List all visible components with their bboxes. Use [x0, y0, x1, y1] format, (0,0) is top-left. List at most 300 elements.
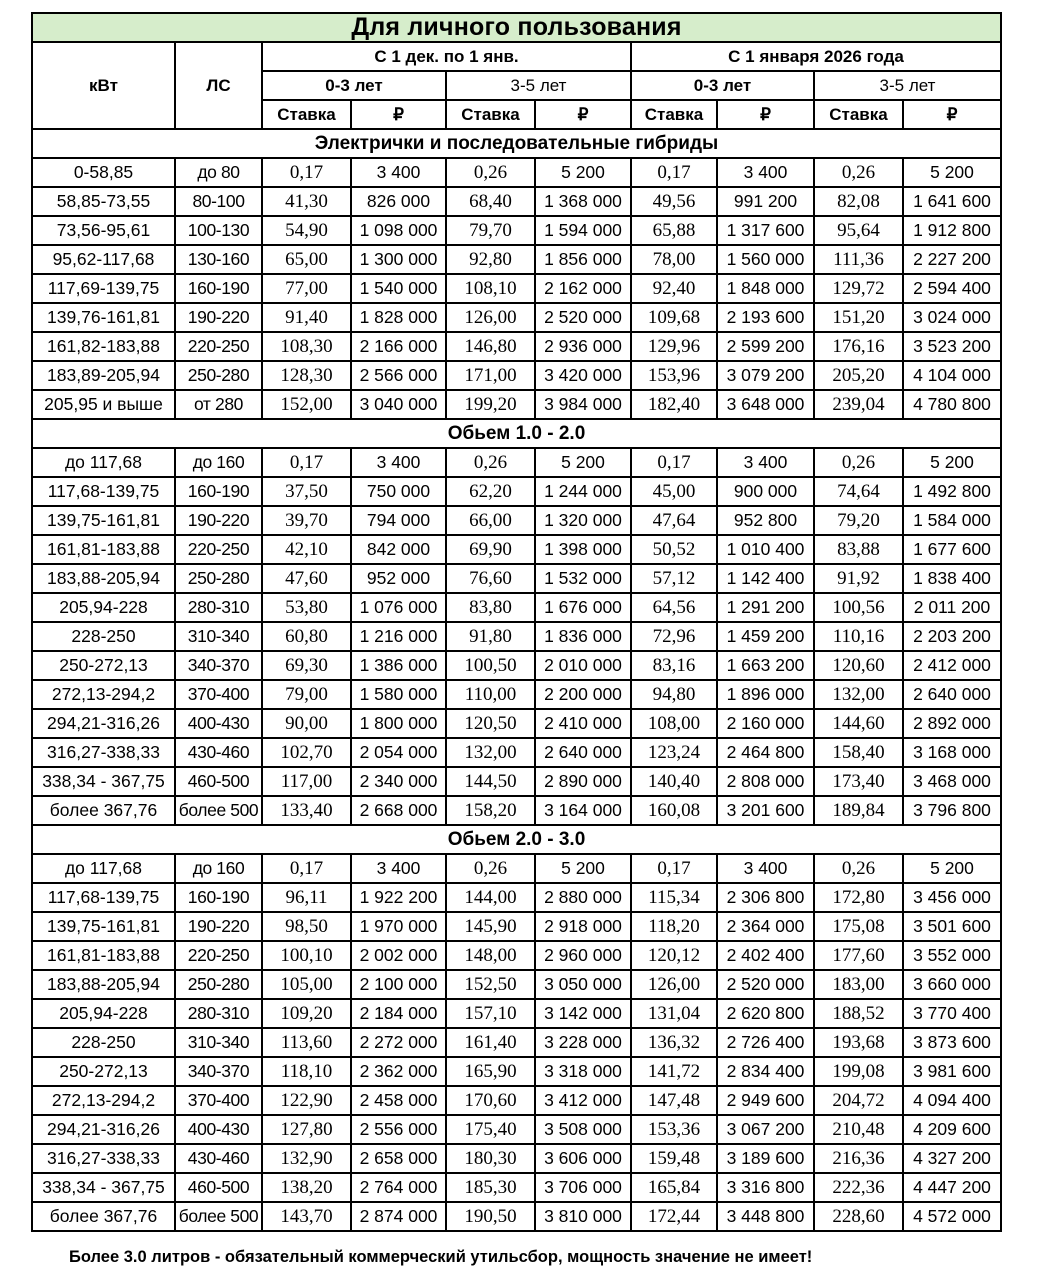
hp-cell: 220-250: [175, 941, 262, 970]
hp-cell: 190-220: [175, 506, 262, 535]
amount-cell: 4 209 600: [903, 1115, 1001, 1144]
rate-cell: 111,36: [814, 245, 903, 274]
amount-cell: 2 203 200: [903, 622, 1001, 651]
kw-cell: 250-272,13: [32, 651, 175, 680]
rate-cell: 199,20: [446, 390, 535, 419]
rate-header: Ставка: [814, 100, 903, 129]
hp-cell: 370-400: [175, 1086, 262, 1115]
amount-cell: 4 094 400: [903, 1086, 1001, 1115]
hp-cell: более 500: [175, 1202, 262, 1231]
rate-cell: 205,20: [814, 361, 903, 390]
rate-cell: 193,68: [814, 1028, 903, 1057]
rate-cell: 188,52: [814, 999, 903, 1028]
rate-cell: 159,48: [631, 1144, 717, 1173]
amount-cell: 1 398 000: [535, 535, 631, 564]
amount-cell: 2 620 800: [717, 999, 814, 1028]
amount-cell: 3 796 800: [903, 796, 1001, 825]
amount-cell: 5 200: [903, 854, 1001, 883]
kw-cell: 161,82-183,88: [32, 332, 175, 361]
amount-cell: 1 828 000: [351, 303, 446, 332]
rate-cell: 109,68: [631, 303, 717, 332]
amount-cell: 991 200: [717, 187, 814, 216]
rate-cell: 65,00: [262, 245, 351, 274]
rate-cell: 190,50: [446, 1202, 535, 1231]
kw-cell: 183,88-205,94: [32, 970, 175, 999]
hp-cell: 190-220: [175, 912, 262, 941]
rate-cell: 172,44: [631, 1202, 717, 1231]
rate-cell: 92,80: [446, 245, 535, 274]
rate-cell: 129,96: [631, 332, 717, 361]
rate-cell: 126,00: [446, 303, 535, 332]
amount-cell: 794 000: [351, 506, 446, 535]
rate-header: Ставка: [262, 100, 351, 129]
kw-cell: 205,94-228: [32, 593, 175, 622]
kw-cell: 272,13-294,2: [32, 1086, 175, 1115]
rate-cell: 110,16: [814, 622, 903, 651]
table-row: [32, 1028, 1001, 1057]
rate-cell: 228,60: [814, 1202, 903, 1231]
rate-cell: 0,17: [262, 158, 351, 187]
table-row: [32, 854, 1001, 883]
amount-cell: 2 272 000: [351, 1028, 446, 1057]
rate-cell: 172,80: [814, 883, 903, 912]
rate-cell: 90,00: [262, 709, 351, 738]
rate-cell: 79,20: [814, 506, 903, 535]
table-row: [32, 361, 1001, 390]
hp-cell: 340-370: [175, 1057, 262, 1086]
table-row: [32, 1057, 1001, 1086]
amount-cell: 1 300 000: [351, 245, 446, 274]
hp-cell: 460-500: [175, 767, 262, 796]
rate-cell: 146,80: [446, 332, 535, 361]
hp-cell: 310-340: [175, 1028, 262, 1057]
hp-cell: 250-280: [175, 564, 262, 593]
amount-cell: 3 142 000: [535, 999, 631, 1028]
rate-cell: 165,84: [631, 1173, 717, 1202]
hp-column-header: ЛС: [175, 42, 262, 129]
amount-cell: 1 291 200: [717, 593, 814, 622]
rate-cell: 53,80: [262, 593, 351, 622]
amount-cell: 3 067 200: [717, 1115, 814, 1144]
rate-cell: 138,20: [262, 1173, 351, 1202]
tariff-table: [31, 12, 1002, 1232]
rate-cell: 153,36: [631, 1115, 717, 1144]
kw-cell: 139,76-161,81: [32, 303, 175, 332]
rate-cell: 175,40: [446, 1115, 535, 1144]
rate-cell: 123,24: [631, 738, 717, 767]
table-row: [32, 535, 1001, 564]
amount-cell: 1 677 600: [903, 535, 1001, 564]
rate-cell: 210,48: [814, 1115, 903, 1144]
table-row: [32, 1173, 1001, 1202]
rate-cell: 37,50: [262, 477, 351, 506]
table-row: [32, 216, 1001, 245]
rate-cell: 54,90: [262, 216, 351, 245]
amount-cell: 2 658 000: [351, 1144, 446, 1173]
rate-cell: 117,00: [262, 767, 351, 796]
rate-cell: 165,90: [446, 1057, 535, 1086]
rate-cell: 151,20: [814, 303, 903, 332]
amount-cell: 5 200: [903, 448, 1001, 477]
amount-cell: 5 200: [535, 448, 631, 477]
rate-cell: 76,60: [446, 564, 535, 593]
rate-cell: 132,00: [446, 738, 535, 767]
amount-cell: 3 508 000: [535, 1115, 631, 1144]
kw-cell: 161,81-183,88: [32, 535, 175, 564]
rate-cell: 161,40: [446, 1028, 535, 1057]
rate-cell: 131,04: [631, 999, 717, 1028]
amount-cell: 2 054 000: [351, 738, 446, 767]
rate-cell: 108,00: [631, 709, 717, 738]
kw-cell: 58,85-73,55: [32, 187, 175, 216]
amount-cell: 1 594 000: [535, 216, 631, 245]
amount-cell: 4 327 200: [903, 1144, 1001, 1173]
rate-cell: 136,32: [631, 1028, 717, 1057]
amount-cell: 4 104 000: [903, 361, 1001, 390]
hp-cell: от 280: [175, 390, 262, 419]
rate-cell: 91,80: [446, 622, 535, 651]
table-row: [32, 680, 1001, 709]
rate-cell: 45,00: [631, 477, 717, 506]
hp-cell: 80-100: [175, 187, 262, 216]
rate-cell: 144,60: [814, 709, 903, 738]
amount-cell: 3 400: [717, 854, 814, 883]
table-row: [32, 883, 1001, 912]
rate-cell: 222,36: [814, 1173, 903, 1202]
hp-cell: 220-250: [175, 332, 262, 361]
rate-cell: 50,52: [631, 535, 717, 564]
amount-cell: 2 410 000: [535, 709, 631, 738]
rate-cell: 189,84: [814, 796, 903, 825]
amount-cell: 2 640 000: [535, 738, 631, 767]
hp-cell: 160-190: [175, 883, 262, 912]
rub-header: ₽: [717, 100, 814, 129]
table-row: [32, 303, 1001, 332]
amount-cell: 2 808 000: [717, 767, 814, 796]
amount-cell: 2 892 000: [903, 709, 1001, 738]
amount-cell: 2 834 400: [717, 1057, 814, 1086]
amount-cell: 2 166 000: [351, 332, 446, 361]
hp-cell: 400-430: [175, 1115, 262, 1144]
rate-cell: 157,10: [446, 999, 535, 1028]
rate-cell: 83,80: [446, 593, 535, 622]
kw-cell: 228-250: [32, 622, 175, 651]
rate-cell: 49,56: [631, 187, 717, 216]
table-row: [32, 506, 1001, 535]
period-dec-jan-header: С 1 дек. по 1 янв.: [262, 42, 631, 71]
amount-cell: 3 770 400: [903, 999, 1001, 1028]
rub-header: ₽: [903, 100, 1001, 129]
rate-cell: 140,40: [631, 767, 717, 796]
rate-cell: 158,20: [446, 796, 535, 825]
table-row: [32, 941, 1001, 970]
rate-cell: 152,00: [262, 390, 351, 419]
rate-cell: 148,00: [446, 941, 535, 970]
rub-header: ₽: [535, 100, 631, 129]
amount-cell: 1 560 000: [717, 245, 814, 274]
rate-cell: 91,92: [814, 564, 903, 593]
amount-cell: 1 970 000: [351, 912, 446, 941]
rate-cell: 105,00: [262, 970, 351, 999]
rate-cell: 171,00: [446, 361, 535, 390]
amount-cell: 3 501 600: [903, 912, 1001, 941]
rate-cell: 177,60: [814, 941, 903, 970]
amount-cell: 952 800: [717, 506, 814, 535]
amount-cell: 3 024 000: [903, 303, 1001, 332]
table-row: [32, 390, 1001, 419]
amount-cell: 3 318 000: [535, 1057, 631, 1086]
hp-cell: 460-500: [175, 1173, 262, 1202]
amount-cell: 2 464 800: [717, 738, 814, 767]
amount-cell: 3 706 000: [535, 1173, 631, 1202]
kw-cell: до 117,68: [32, 854, 175, 883]
amount-cell: 2 520 000: [535, 303, 631, 332]
rate-cell: 100,10: [262, 941, 351, 970]
kw-cell: более 367,76: [32, 796, 175, 825]
amount-cell: 1 838 400: [903, 564, 1001, 593]
rate-cell: 69,30: [262, 651, 351, 680]
kw-cell: 183,89-205,94: [32, 361, 175, 390]
amount-cell: 2 200 000: [535, 680, 631, 709]
amount-cell: 2 402 400: [717, 941, 814, 970]
table-row: [32, 622, 1001, 651]
rate-cell: 0,26: [446, 448, 535, 477]
amount-cell: 1 922 200: [351, 883, 446, 912]
amount-cell: 3 468 000: [903, 767, 1001, 796]
amount-cell: 2 364 000: [717, 912, 814, 941]
amount-cell: 2 960 000: [535, 941, 631, 970]
amount-cell: 3 523 200: [903, 332, 1001, 361]
amount-cell: 3 420 000: [535, 361, 631, 390]
hp-cell: 190-220: [175, 303, 262, 332]
rate-cell: 83,88: [814, 535, 903, 564]
rate-cell: 42,10: [262, 535, 351, 564]
amount-cell: 3 189 600: [717, 1144, 814, 1173]
hp-cell: 220-250: [175, 535, 262, 564]
rate-cell: 127,80: [262, 1115, 351, 1144]
amount-cell: 3 984 000: [535, 390, 631, 419]
table-row: [32, 477, 1001, 506]
hp-cell: 250-280: [175, 970, 262, 999]
rate-cell: 62,20: [446, 477, 535, 506]
amount-cell: 1 836 000: [535, 622, 631, 651]
rate-cell: 68,40: [446, 187, 535, 216]
amount-cell: 4 780 800: [903, 390, 1001, 419]
amount-cell: 2 002 000: [351, 941, 446, 970]
amount-cell: 900 000: [717, 477, 814, 506]
rate-cell: 145,90: [446, 912, 535, 941]
rate-cell: 47,60: [262, 564, 351, 593]
table-row: [32, 1115, 1001, 1144]
hp-cell: 160-190: [175, 477, 262, 506]
amount-cell: 2 010 000: [535, 651, 631, 680]
hp-cell: 310-340: [175, 622, 262, 651]
amount-cell: 952 000: [351, 564, 446, 593]
table-row: [32, 1202, 1001, 1231]
hp-cell: до 80: [175, 158, 262, 187]
rate-cell: 141,72: [631, 1057, 717, 1086]
amount-cell: 3 400: [717, 158, 814, 187]
amount-cell: 1 800 000: [351, 709, 446, 738]
kw-cell: 294,21-316,26: [32, 1115, 175, 1144]
hp-cell: 250-280: [175, 361, 262, 390]
rate-cell: 173,40: [814, 767, 903, 796]
kw-cell: 338,34 - 367,75: [32, 767, 175, 796]
table-row: [32, 245, 1001, 274]
amount-cell: 2 599 200: [717, 332, 814, 361]
rate-cell: 216,36: [814, 1144, 903, 1173]
rate-cell: 47,64: [631, 506, 717, 535]
amount-cell: 1 848 000: [717, 274, 814, 303]
table-row: [32, 593, 1001, 622]
rate-cell: 39,70: [262, 506, 351, 535]
rate-cell: 176,16: [814, 332, 903, 361]
rate-cell: 82,08: [814, 187, 903, 216]
kw-cell: 95,62-117,68: [32, 245, 175, 274]
amount-cell: 2 520 000: [717, 970, 814, 999]
rate-cell: 78,00: [631, 245, 717, 274]
amount-cell: 2 160 000: [717, 709, 814, 738]
amount-cell: 1 676 000: [535, 593, 631, 622]
amount-cell: 1 856 000: [535, 245, 631, 274]
rate-header: Ставка: [446, 100, 535, 129]
rate-cell: 102,70: [262, 738, 351, 767]
hp-cell: 370-400: [175, 680, 262, 709]
rate-cell: 147,48: [631, 1086, 717, 1115]
rate-cell: 0,17: [631, 448, 717, 477]
amount-cell: 1 641 600: [903, 187, 1001, 216]
rate-cell: 79,00: [262, 680, 351, 709]
rate-cell: 110,00: [446, 680, 535, 709]
amount-cell: 3 201 600: [717, 796, 814, 825]
amount-cell: 1 663 200: [717, 651, 814, 680]
amount-cell: 2 594 400: [903, 274, 1001, 303]
amount-cell: 3 400: [351, 158, 446, 187]
kw-cell: 139,75-161,81: [32, 912, 175, 941]
rate-cell: 183,00: [814, 970, 903, 999]
rate-cell: 144,00: [446, 883, 535, 912]
kw-cell: 73,56-95,61: [32, 216, 175, 245]
amount-cell: 1 580 000: [351, 680, 446, 709]
rate-cell: 0,17: [631, 158, 717, 187]
amount-cell: 5 200: [535, 158, 631, 187]
rate-cell: 129,72: [814, 274, 903, 303]
amount-cell: 2 184 000: [351, 999, 446, 1028]
table-row: [32, 332, 1001, 361]
age-3-5-header: 3-5 лет: [446, 71, 631, 100]
kw-cell: 117,68-139,75: [32, 477, 175, 506]
age-0-3-header: 0-3 лет: [631, 71, 814, 100]
kw-cell: 228-250: [32, 1028, 175, 1057]
amount-cell: 750 000: [351, 477, 446, 506]
amount-cell: 3 606 000: [535, 1144, 631, 1173]
rate-cell: 132,90: [262, 1144, 351, 1173]
section-title: Обьем 2.0 - 3.0: [32, 825, 1001, 854]
table-row: [32, 1144, 1001, 1173]
rate-cell: 0,17: [262, 854, 351, 883]
kw-cell: 183,88-205,94: [32, 564, 175, 593]
kw-cell: 338,34 - 367,75: [32, 1173, 175, 1202]
table-row: [32, 274, 1001, 303]
amount-cell: 3 168 000: [903, 738, 1001, 767]
kw-cell: 161,81-183,88: [32, 941, 175, 970]
rate-cell: 158,40: [814, 738, 903, 767]
amount-cell: 2 726 400: [717, 1028, 814, 1057]
table-row: [32, 709, 1001, 738]
rate-cell: 96,11: [262, 883, 351, 912]
kw-cell: 205,94-228: [32, 999, 175, 1028]
hp-cell: 160-190: [175, 274, 262, 303]
age-0-3-header: 0-3 лет: [262, 71, 446, 100]
hp-cell: 340-370: [175, 651, 262, 680]
section-title: Электрички и последовательные гибриды: [32, 129, 1001, 158]
amount-cell: 1 584 000: [903, 506, 1001, 535]
rate-cell: 180,30: [446, 1144, 535, 1173]
kw-cell: 205,95 и выше: [32, 390, 175, 419]
period-2026-header: С 1 января 2026 года: [631, 42, 1001, 71]
rate-cell: 160,08: [631, 796, 717, 825]
amount-cell: 1 492 800: [903, 477, 1001, 506]
amount-cell: 1 142 400: [717, 564, 814, 593]
amount-cell: 3 552 000: [903, 941, 1001, 970]
amount-cell: 3 660 000: [903, 970, 1001, 999]
kw-cell: 0-58,85: [32, 158, 175, 187]
amount-cell: 2 458 000: [351, 1086, 446, 1115]
table-row: [32, 448, 1001, 477]
kw-cell: 117,69-139,75: [32, 274, 175, 303]
hp-cell: 280-310: [175, 593, 262, 622]
rate-cell: 92,40: [631, 274, 717, 303]
rate-cell: 94,80: [631, 680, 717, 709]
amount-cell: 2 874 000: [351, 1202, 446, 1231]
kw-cell: 117,68-139,75: [32, 883, 175, 912]
amount-cell: 2 011 200: [903, 593, 1001, 622]
rate-cell: 0,26: [446, 158, 535, 187]
rate-cell: 66,00: [446, 506, 535, 535]
amount-cell: 1 368 000: [535, 187, 631, 216]
amount-cell: 2 193 600: [717, 303, 814, 332]
rate-cell: 108,10: [446, 274, 535, 303]
amount-cell: 842 000: [351, 535, 446, 564]
rate-cell: 185,30: [446, 1173, 535, 1202]
rate-cell: 182,40: [631, 390, 717, 419]
amount-cell: 3 079 200: [717, 361, 814, 390]
rate-cell: 72,96: [631, 622, 717, 651]
table-title: Для личного пользования: [32, 13, 1001, 42]
amount-cell: 3 456 000: [903, 883, 1001, 912]
rate-cell: 113,60: [262, 1028, 351, 1057]
hp-cell: 400-430: [175, 709, 262, 738]
rate-cell: 128,30: [262, 361, 351, 390]
amount-cell: 2 556 000: [351, 1115, 446, 1144]
tariff-document: [31, 12, 1000, 1266]
amount-cell: 3 412 000: [535, 1086, 631, 1115]
rate-cell: 126,00: [631, 970, 717, 999]
rate-cell: 199,08: [814, 1057, 903, 1086]
amount-cell: 4 447 200: [903, 1173, 1001, 1202]
rate-cell: 204,72: [814, 1086, 903, 1115]
amount-cell: 1 098 000: [351, 216, 446, 245]
hp-cell: 130-160: [175, 245, 262, 274]
rate-cell: 120,12: [631, 941, 717, 970]
amount-cell: 1 459 200: [717, 622, 814, 651]
amount-cell: 2 949 600: [717, 1086, 814, 1115]
rate-cell: 0,26: [814, 854, 903, 883]
rate-cell: 0,17: [262, 448, 351, 477]
rate-cell: 153,96: [631, 361, 717, 390]
amount-cell: 1 320 000: [535, 506, 631, 535]
rate-cell: 175,08: [814, 912, 903, 941]
